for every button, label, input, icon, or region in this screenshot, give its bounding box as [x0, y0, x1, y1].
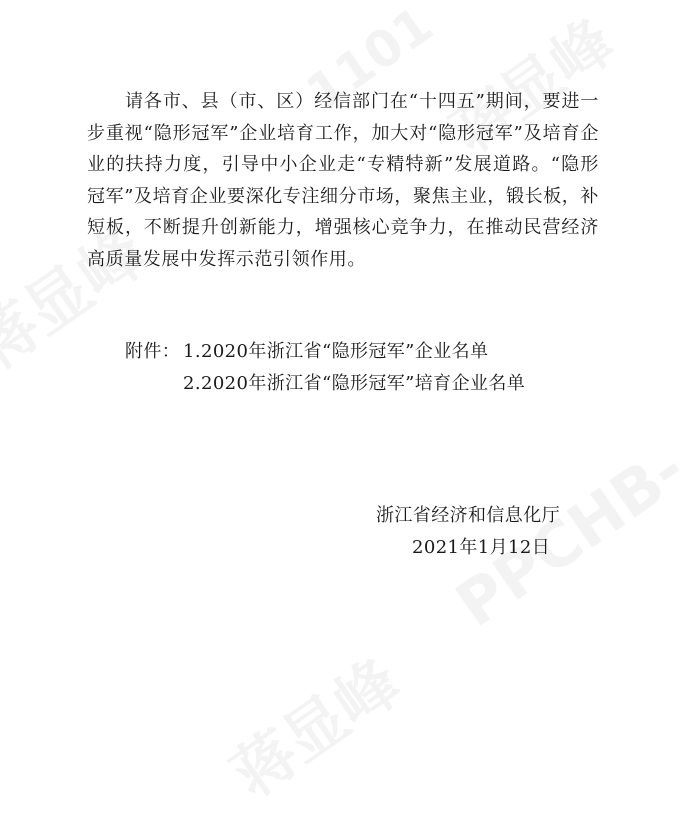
- body-paragraph: 请各市、县（市、区）经信部门在“十四五”期间，要进一步重视“隐形冠军”企业培育工作，加大对“隐形冠军”及培育企业的扶持力度，引导中小企业走“专精特新”发展道路。“隐形冠军”及培育企业要深化专注细分市场，聚焦主业，锻长板，补短板，不断提升创新能力，增强核心竞争力，在推动民营经济高质量发展中发挥示范引领作用。: [87, 91, 599, 270]
- attachments-block: [125, 336, 525, 400]
- watermark-text: [211, 635, 414, 814]
- issuing-organization: 浙江省经济和信息化厅: [376, 505, 560, 526]
- attachment-label: 附件：: [125, 341, 181, 362]
- attachment-item: 2.2020年浙江省“隐形冠军”培育企业名单: [183, 373, 526, 394]
- attachment-row: [125, 368, 525, 400]
- issue-date: 2021年1月12日: [412, 537, 551, 558]
- attachment-item: 1.2020年浙江省“隐形冠军”企业名单: [183, 341, 489, 362]
- signature-block: [376, 500, 560, 564]
- attachment-row: [125, 336, 525, 368]
